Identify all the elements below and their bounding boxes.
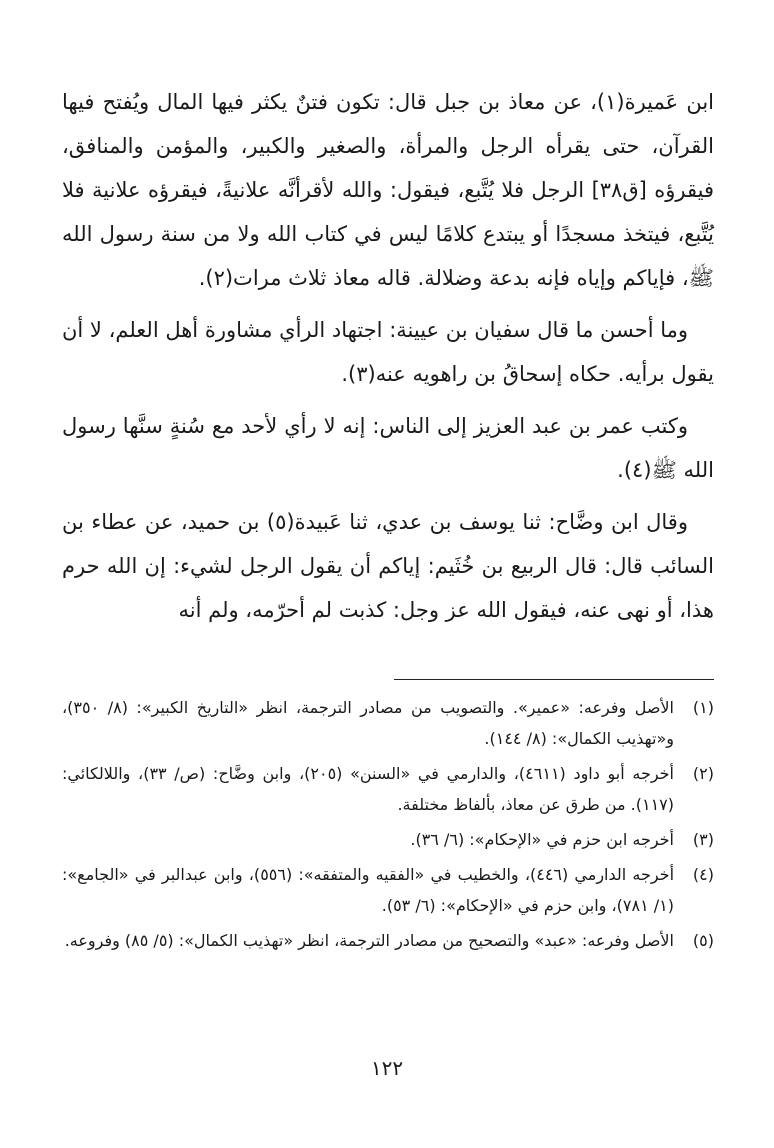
main-text [62, 80, 714, 640]
footnote-text: الأصل وفرعه: «عمير». والتصويب من مصادر الترجمة، انظر «التاريخ الكبير»: (٨/ ٣٥٠)، و«تهذيب الكمال»: (٨/ ١٤٤). [62, 698, 674, 748]
footnote-text: الأصل وفرعه: «عبد» والتصحيح من مصادر الترجمة، انظر «تهذيب الكمال»: (٥/ ٨٥) وفروعه. [64, 931, 674, 950]
footnotes [62, 692, 714, 960]
paragraph-4: وقال ابن وضَّاح: ثنا يوسف بن عدي، ثنا عَبيدة(٥) بن حميد، عن عطاء بن السائب قال: قال الربيع بن خُثَيم: إياكم أن يقول الرجل لشيء: إن الله حرم هذا، أو نهى عنه، فيقول الله عز وجل: كذبت لم أحرّمه، ولم أنه [62, 510, 714, 622]
paragraph-3: وكتب عمر بن عبد العزيز إلى الناس: إنه لا رأي لأحد مع سُنةٍ سنَّها رسول الله ﷺ(٤). [62, 414, 714, 482]
page-number: ١٢٢ [370, 1056, 404, 1080]
footnote-2 [62, 758, 714, 820]
footnote-5 [62, 925, 714, 956]
footnote-3 [62, 824, 714, 855]
paragraph-1: ابن عَميرة(١)، عن معاذ بن جبل قال: تكون فتنٌ يكثر فيها المال ويُفتح فيها القرآن، حتى يقرأه الرجل والمرأة، والصغير والكبير، والمؤمن والمنافق، فيقرؤه [ق٣٨] الرجل فلا يُتَّبع، فيقول: والله لأقرأنَّه علانيةً، فيقرؤه علانية فلا يُتَّبع، فيتخذ مسجدًا أو يبتدع كلامًا ليس في كتاب الله ولا من سنة رسول الله ﷺ، فإياكم وإياه فإنه بدعة وضلالة. قاله معاذ ثلاث مرات(٢). [62, 90, 715, 290]
footnote-number: (٣) [692, 830, 714, 849]
footnote-text: أخرجه الدارمي (٤٤٦)، والخطيب في «الفقيه والمتفقه»: (٥٥٦)، وابن عبدالبر في «الجامع»: (١/ ٧٨١)، وابن حزم في «الإحكام»: (٦/ ٥٣). [62, 865, 675, 915]
footnote-number: (٥) [692, 931, 714, 950]
footnote-number: (١) [692, 698, 714, 717]
footnote-divider [394, 679, 714, 680]
footnote-number: (٤) [692, 865, 714, 884]
footnote-text: أخرجه أبو داود (٤٦١١)، والدارمي في «السنن» (٢٠٥)، وابن وضَّاح: (ص/ ٣٣)، واللالكائي: (١١٧). من طرق عن معاذ، بألفاظ مختلفة. [62, 764, 675, 814]
footnote-text: أخرجه ابن حزم في «الإحكام»: (٦/ ٣٦). [410, 830, 674, 849]
footnote-number: (٢) [692, 764, 714, 783]
footnote-4 [62, 859, 714, 921]
paragraph-2: وما أحسن ما قال سفيان بن عيينة: اجتهاد الرأي مشاورة أهل العلم، لا أن يقول برأيه. حكاه إسحاقُ بن راهويه عنه(٣). [62, 318, 714, 386]
footnote-1 [62, 692, 714, 754]
